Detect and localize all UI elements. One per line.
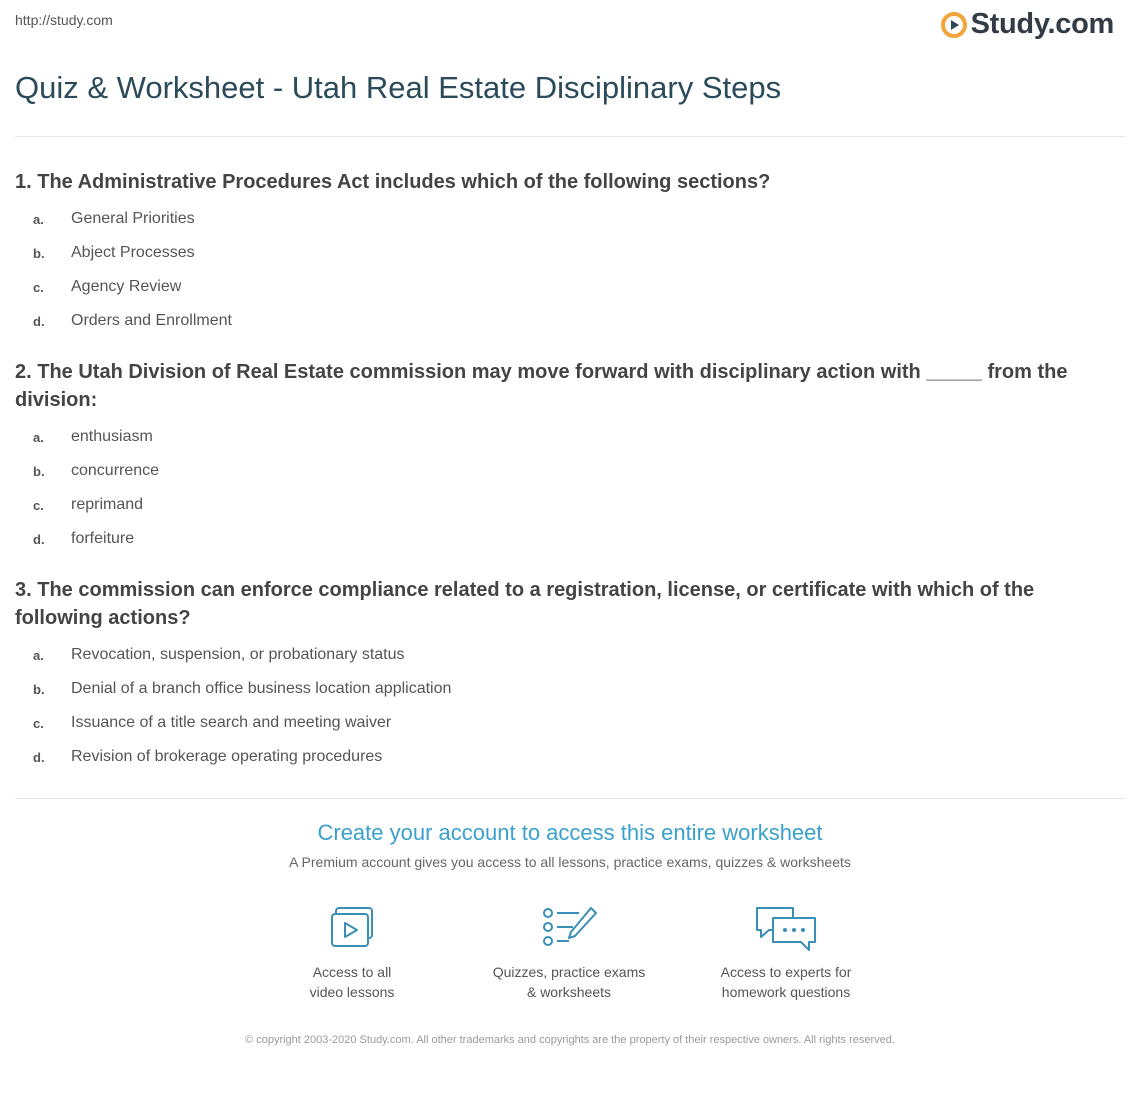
- question-3: [15, 576, 1125, 774]
- feature-label: [686, 962, 886, 1002]
- answer-option[interactable]: [15, 454, 1125, 488]
- cta-divider: [15, 798, 1125, 799]
- study-logo[interactable]: [941, 8, 1114, 41]
- answer-letter: a.: [33, 647, 44, 663]
- answer-text: Agency Review: [71, 278, 182, 295]
- answer-option[interactable]: [15, 522, 1125, 556]
- answer-option[interactable]: [15, 706, 1125, 740]
- answer-option[interactable]: [15, 202, 1125, 236]
- feature-label: [469, 962, 669, 1002]
- answer-text: Revocation, suspension, or probationary status: [71, 646, 405, 663]
- answer-text: forfeiture: [71, 530, 135, 547]
- answer-text: reprimand: [71, 496, 144, 513]
- answer-text: Orders and Enrollment: [71, 312, 232, 329]
- answer-option[interactable]: [15, 236, 1125, 270]
- cta-subtitle: A Premium account gives you access to all lessons, practice exams, quizzes & worksheets: [289, 854, 851, 870]
- feature-video-lessons: [252, 904, 452, 1002]
- feature-label: [252, 962, 452, 1002]
- answer-option[interactable]: [15, 740, 1125, 774]
- answer-text: Abject Processes: [71, 244, 195, 261]
- answer-option[interactable]: [15, 638, 1125, 672]
- feature-label-line: homework questions: [721, 984, 851, 1000]
- answer-letter: d.: [33, 749, 45, 765]
- feature-label-line: & worksheets: [526, 984, 612, 1000]
- answer-option[interactable]: [15, 488, 1125, 522]
- site-url[interactable]: http://study.com: [15, 12, 113, 28]
- feature-label-line: Quizzes, practice exams: [492, 964, 646, 980]
- answer-text: General Priorities: [71, 210, 195, 227]
- chat-bubbles-icon: [753, 904, 819, 954]
- answer-text: concurrence: [71, 462, 160, 479]
- answer-option[interactable]: [15, 420, 1125, 454]
- feature-label-line: video lessons: [309, 984, 395, 1000]
- answer-option[interactable]: [15, 270, 1125, 304]
- answer-letter: c.: [33, 715, 44, 731]
- title-divider: [15, 136, 1125, 137]
- feature-experts: [686, 904, 886, 1002]
- page-title: Quiz & Worksheet - Utah Real Estate Disciplinary Steps: [15, 70, 782, 105]
- quiz-checklist-icon: [539, 904, 599, 954]
- question-list: [15, 168, 1125, 794]
- feature-list: [0, 904, 1140, 1014]
- question-2: [15, 358, 1125, 556]
- answer-text: Denial of a branch office business location application: [71, 680, 452, 697]
- question-text: 3. The commission can enforce compliance related to a registration, license, or certificate with which of the following actions?: [15, 579, 1035, 629]
- copyright-notice: © copyright 2003-2020 Study.com. All other trademarks and copyrights are the property of their respective owners. All rights reserved.: [245, 1034, 895, 1046]
- feature-label-line: Access to all: [312, 964, 392, 980]
- top-bar: [0, 0, 1140, 50]
- answer-text: Revision of brokerage operating procedures: [71, 748, 383, 765]
- logo-text: Study.com: [970, 8, 1114, 40]
- cta-title[interactable]: Create your account to access this entire worksheet: [317, 820, 823, 845]
- answer-option[interactable]: [15, 304, 1125, 338]
- answer-letter: d.: [33, 531, 45, 547]
- answer-option[interactable]: [15, 672, 1125, 706]
- answer-text: enthusiasm: [71, 428, 153, 445]
- answer-letter: c.: [33, 497, 44, 513]
- answer-letter: b.: [33, 463, 45, 479]
- answer-letter: b.: [33, 681, 45, 697]
- video-lessons-icon: [322, 904, 382, 954]
- answer-text: Issuance of a title search and meeting waiver: [71, 714, 392, 731]
- feature-quizzes: [469, 904, 669, 1002]
- answer-letter: a.: [33, 429, 44, 445]
- answer-letter: d.: [33, 313, 45, 329]
- answer-list: [15, 202, 1125, 338]
- feature-label-line: Access to experts for: [720, 964, 852, 980]
- answer-list: [15, 420, 1125, 556]
- answer-letter: b.: [33, 245, 45, 261]
- answer-letter: c.: [33, 279, 44, 295]
- answer-letter: a.: [33, 211, 44, 227]
- question-text: 1. The Administrative Procedures Act includes which of the following sections?: [15, 171, 771, 193]
- question-1: [15, 168, 1125, 338]
- study-play-logo-icon: [941, 12, 967, 38]
- question-text: 2. The Utah Division of Real Estate commission may move forward with disciplinary action with _____ from the division:: [15, 361, 1068, 411]
- signup-cta: [0, 820, 1140, 870]
- answer-list: [15, 638, 1125, 774]
